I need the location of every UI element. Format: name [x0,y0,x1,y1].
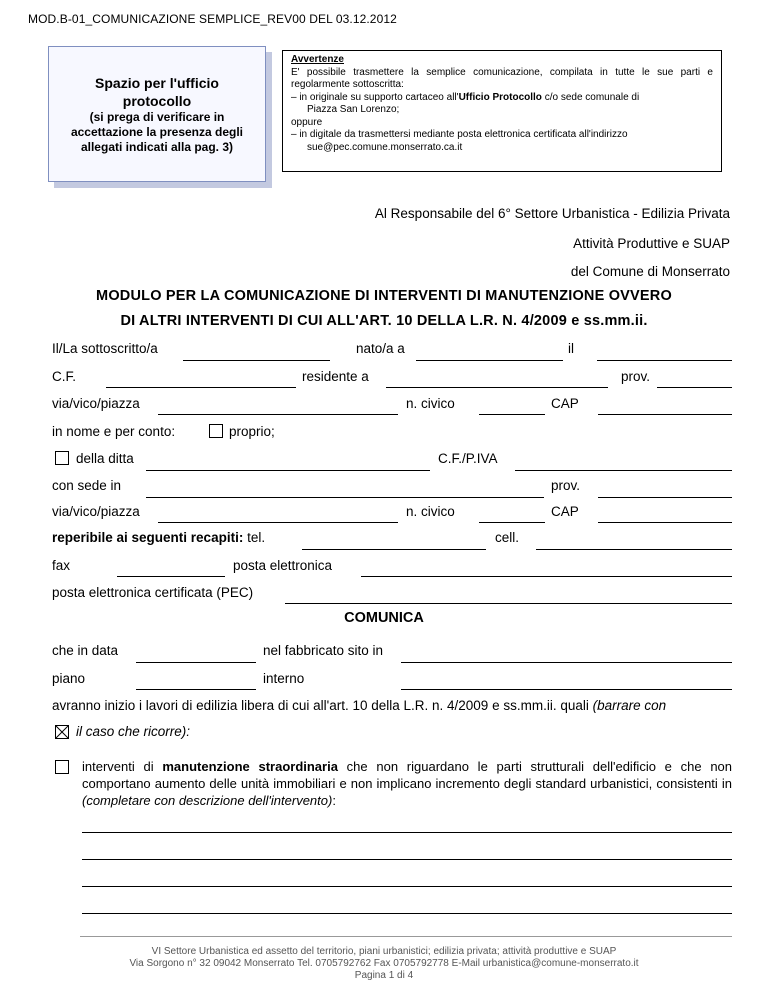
field-cap-sede[interactable] [598,522,732,523]
field-fabbricato[interactable] [401,662,732,663]
footer-page-number: Pagina 1 di 4 [354,970,414,981]
footer-line-2: Via Sorgono n° 32 09042 Monserrato Tel. 0705792762 Fax 0705792778 E-Mail urbanistica@comune-monserrato.it [129,958,639,969]
field-civico[interactable] [479,414,545,415]
field-tel[interactable] [302,549,486,550]
label-recapiti: reperibile ai seguenti recapiti: tel. [52,530,266,545]
protocol-box-title: Spazio per l'ufficio protocollo [95,74,219,109]
warnings-title: Avvertenze [291,54,344,65]
label-sottoscritto: Il/La sottoscritto/a [52,341,158,356]
field-street[interactable] [158,414,398,415]
warnings-item-paper: – in originale su supporto cartaceo all'Ufficio Protocollo c/o sede comunale di [291,91,640,103]
description-line-4[interactable] [82,913,732,914]
label-cfpiva: C.F./P.IVA [438,451,498,466]
field-birthplace[interactable] [416,360,563,361]
checkbox-proprio[interactable] [209,424,223,438]
label-via: via/vico/piazza [52,396,140,411]
field-pec[interactable] [285,603,732,604]
label-interno: interno [263,671,305,686]
description-line-3[interactable] [82,886,732,887]
manutenzione-straordinaria-text: interventi di manutenzione straordinaria che non riguardano le parti strutturali dell'edificio e che non comportano aumento delle unità immobiliari e non implicano incremento degli standard urbanistici, consistenti in (completare con descrizione dell'intervento): [82,759,733,808]
label-pec: posta elettronica certificata (PEC) [52,585,254,600]
footer-line-1: VI Settore Urbanistica ed assetto del territorio, piani urbanistici; edilizia privata; attività produttive e SUAP [151,946,617,957]
field-piano[interactable] [136,689,256,690]
form-title-line-2: DI ALTRI INTERVENTI DI CUI ALL'ART. 10 DELLA L.R. N. 4/2009 e ss.mm.ii. [120,313,648,329]
label-cf: C.F. [52,369,77,384]
crossed-box-icon [55,725,69,739]
field-cfpiva[interactable] [515,470,732,471]
ricorre-text: il caso che ricorre): [76,724,191,739]
field-fax[interactable] [117,576,225,577]
label-nome-conto: in nome e per conto: [52,424,176,439]
footer-divider [80,936,732,937]
warnings-or: oppure [291,116,323,128]
label-civico-sede: n. civico [406,504,455,519]
label-sede-prov: prov. [551,478,581,493]
protocol-office-box [48,46,266,182]
label-prov: prov. [621,369,651,384]
field-email[interactable] [361,576,732,577]
label-civico: n. civico [406,396,455,411]
protocol-box-note: (si prega di verificare in accettazione la presenza degli allegati indicati alla pag. 3) [70,109,244,154]
label-proprio: proprio; [229,424,275,439]
field-name[interactable] [183,360,330,361]
description-line-2[interactable] [82,859,732,860]
field-street-sede[interactable] [158,522,398,523]
label-cell: cell. [495,530,520,545]
label-email: posta elettronica [233,558,333,573]
field-sede[interactable] [146,497,544,498]
label-fabbricato: nel fabbricato sito in [263,643,384,658]
recipient-line-2: Attività Produttive e SUAP [573,236,730,251]
comunica-heading: COMUNICA [344,610,424,626]
field-civico-sede[interactable] [479,522,545,523]
warnings-intro: E' possibile trasmettere la semplice comunicazione, compilata in tutte le sue parti e regolarmente sottoscritta: [291,66,713,90]
field-cap[interactable] [598,414,732,415]
label-residente: residente a [302,369,369,384]
recipient-line-3: del Comune di Monserrato [570,264,730,279]
field-data[interactable] [136,662,256,663]
field-prov[interactable] [657,387,732,388]
warnings-box [282,50,722,172]
field-cell[interactable] [536,549,732,550]
label-piano: piano [52,671,86,686]
warnings-item-paper-address: Piazza San Lorenzo; [307,104,400,115]
warnings-pec-address: sue@pec.comune.monserrato.ca.it [307,141,463,153]
label-il: il [568,341,574,356]
label-cap-sede: CAP [551,504,579,519]
checkbox-manutenzione-straordinaria[interactable] [55,760,69,774]
document-code: MOD.B-01_COMUNICAZIONE SEMPLICE_REV00 DEL 03.12.2012 [28,12,397,26]
field-birthdate[interactable] [597,360,732,361]
field-company[interactable] [146,470,430,471]
field-cf[interactable] [106,387,296,388]
label-nato: nato/a a [356,341,405,356]
avvio-lavori-text: avranno inizio i lavori di edilizia libera di cui all'art. 10 della L.R. n. 4/2009 e ss.mm.ii. quali (barrare con [52,698,667,713]
field-sede-prov[interactable] [598,497,732,498]
label-sede: con sede in [52,478,122,493]
checkbox-ditta[interactable] [55,451,69,465]
label-cap: CAP [551,396,579,411]
warnings-item-digital: – in digitale da trasmettersi mediante posta elettronica certificata all'indirizzo [291,129,628,140]
field-interno[interactable] [401,689,732,690]
description-line-1[interactable] [82,832,732,833]
field-residence[interactable] [386,387,608,388]
recipient-line-1: Al Responsabile del 6° Settore Urbanistica - Edilizia Privata [374,206,730,221]
label-ditta: della ditta [76,451,134,466]
form-title-line-1: MODULO PER LA COMUNICAZIONE DI INTERVENTI DI MANUTENZIONE OVVERO [96,288,672,304]
label-via-sede: via/vico/piazza [52,504,140,519]
label-data: che in data [52,643,119,658]
label-fax: fax [52,558,71,573]
